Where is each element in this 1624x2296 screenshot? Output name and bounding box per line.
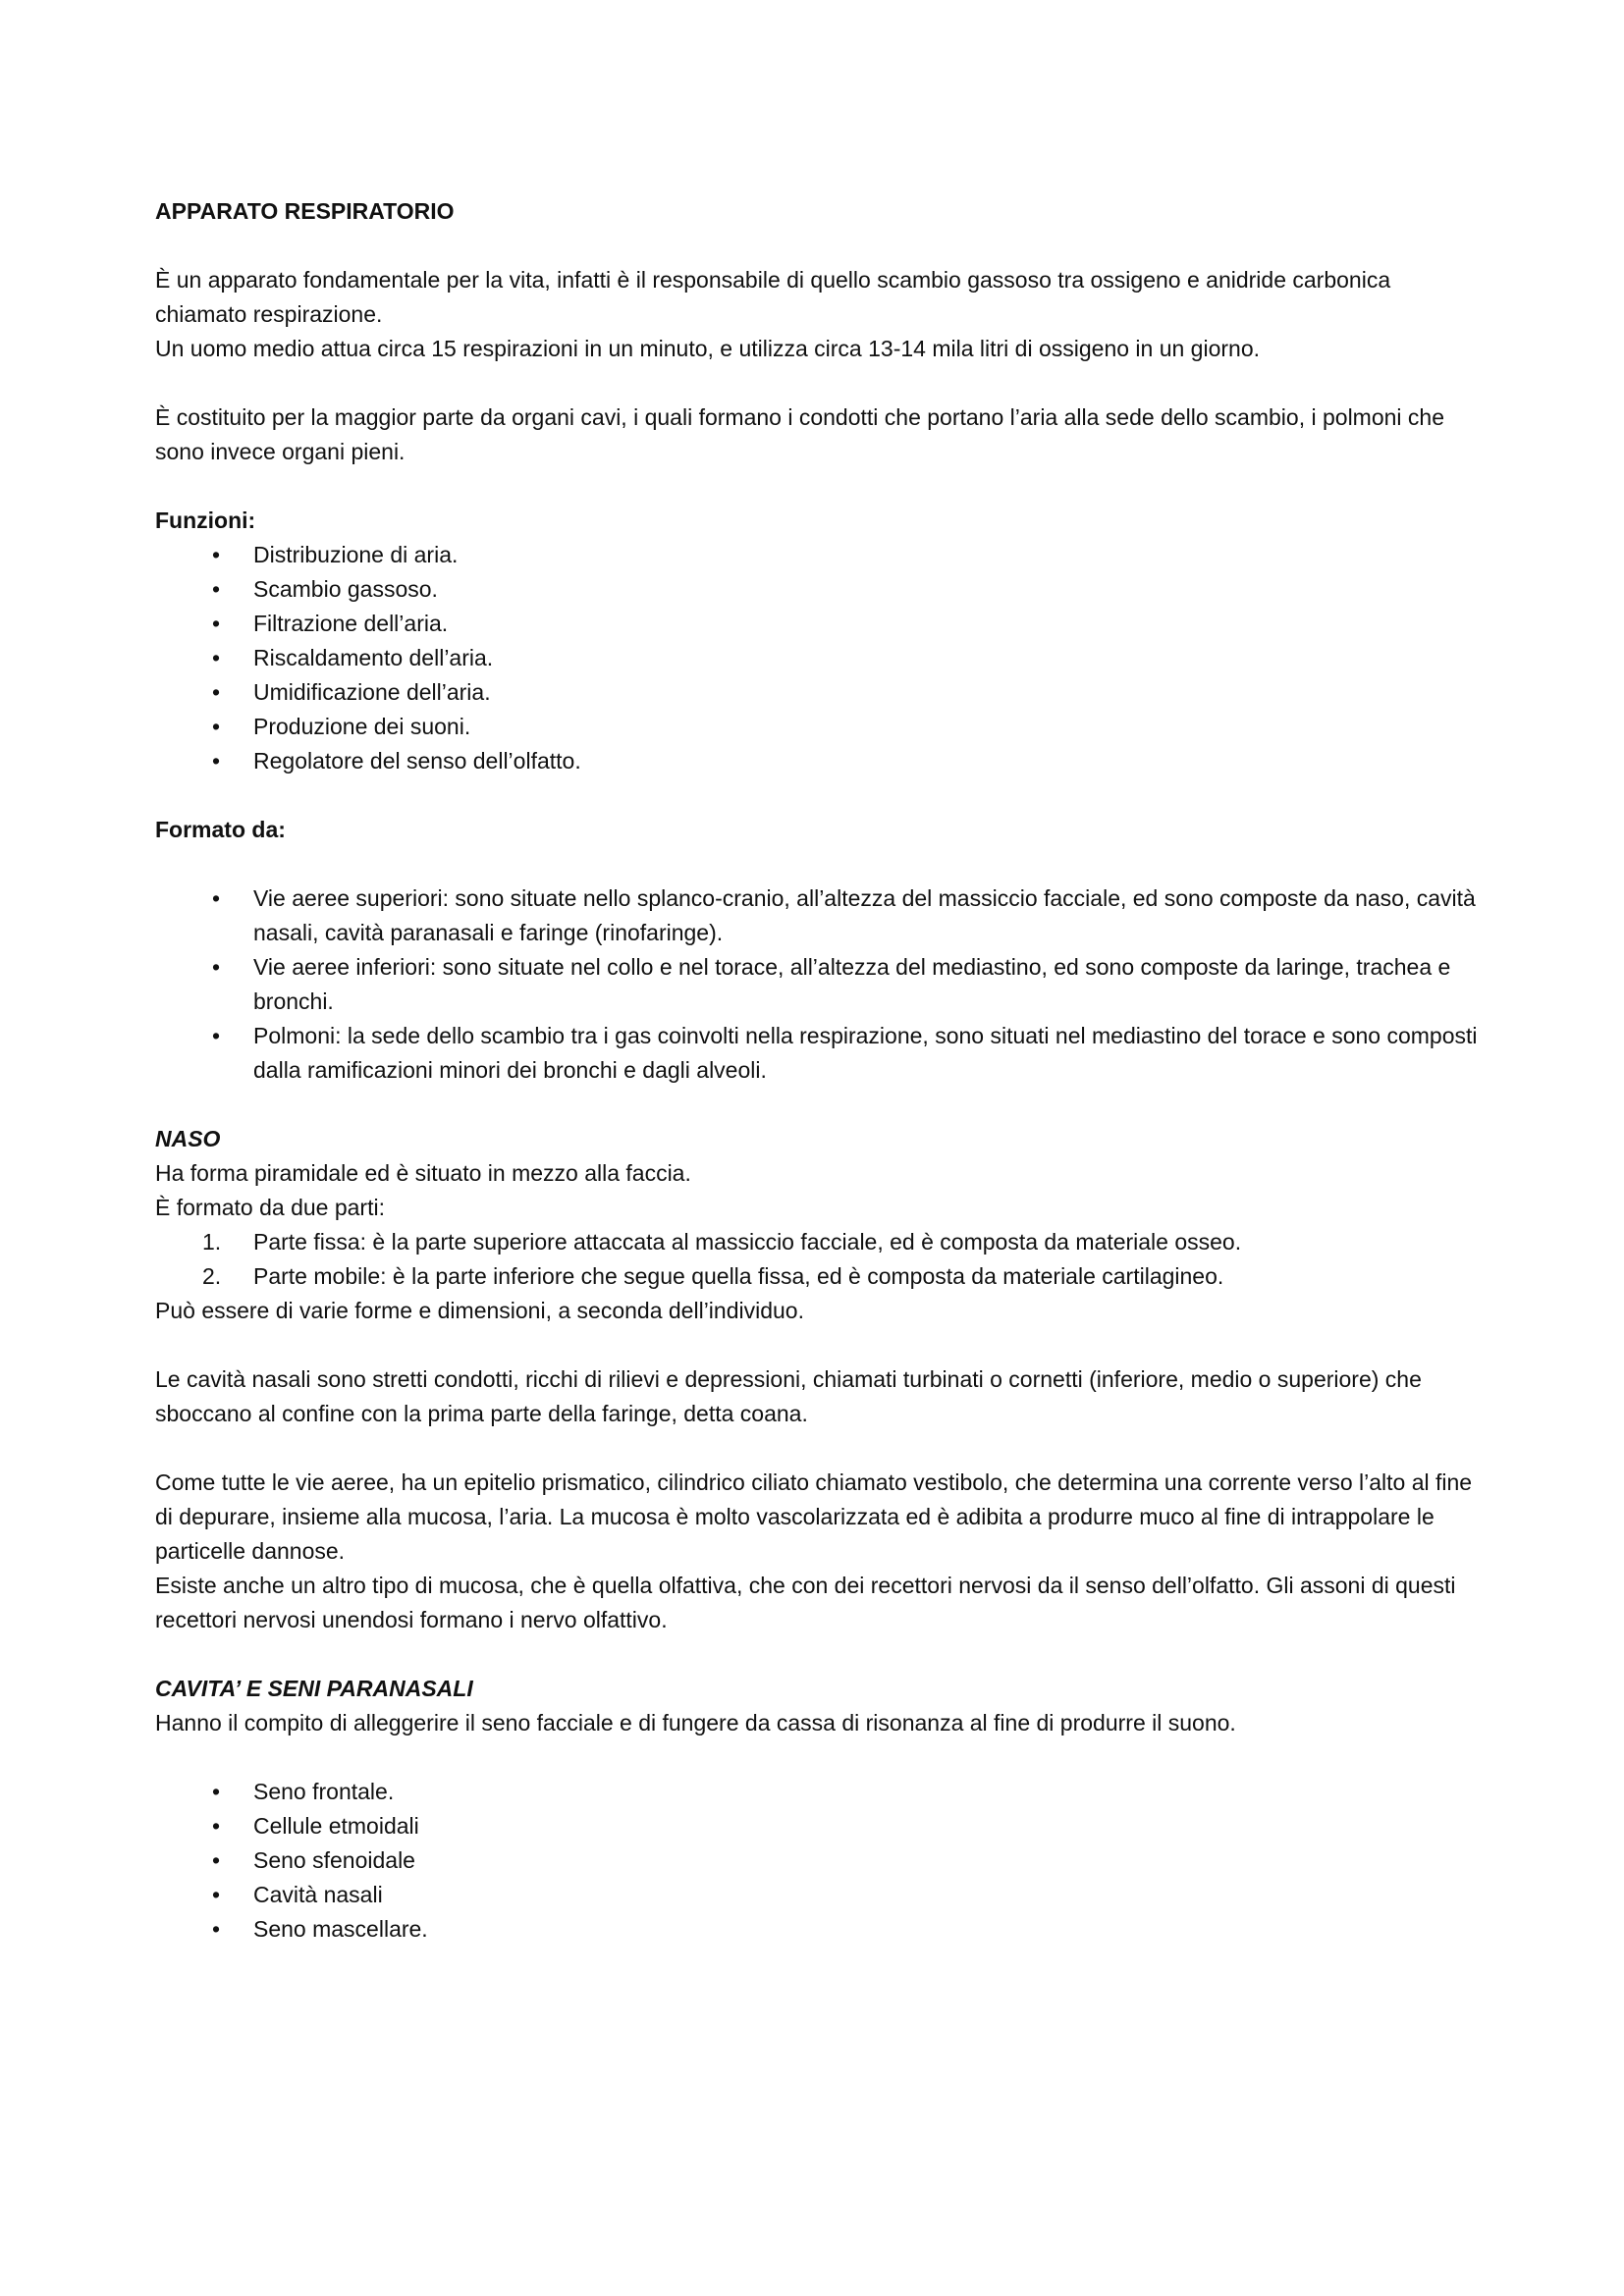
list-item-text: Seno sfenoidale: [253, 1847, 415, 1873]
formato-heading: Formato da:: [155, 817, 286, 842]
cavita-line-1: Hanno il compito di alleggerire il seno facciale e di fungere da cassa di risonanza al fine di produrre il suono.: [155, 1710, 1236, 1735]
list-item-text: Vie aeree inferiori: sono situate nel collo e nel torace, all’altezza del mediastino, ed sono composte da laringe, trachea e bronchi.: [253, 954, 1451, 1014]
list-item-text: Filtrazione dell’aria.: [253, 611, 449, 636]
naso-parts-list: [155, 1225, 1481, 1294]
list-item: [155, 1809, 1481, 1843]
bullet-icon: •: [211, 576, 221, 602]
list-item: [155, 641, 1481, 675]
list-item-text: Scambio gassoso.: [253, 576, 438, 602]
bullet-icon: •: [211, 1882, 221, 1907]
list-item: [155, 1878, 1481, 1912]
formato-list: [155, 881, 1481, 1088]
document-page: [155, 194, 1481, 1947]
list-item-text: Regolatore del senso dell’olfatto.: [253, 748, 581, 774]
list-item-text: Seno frontale.: [253, 1779, 395, 1804]
funzioni-list: [155, 538, 1481, 778]
funzioni-heading: Funzioni:: [155, 507, 256, 533]
spacer: [155, 1637, 1481, 1672]
bullet-icon: •: [211, 1916, 221, 1942]
list-item-text: Parte fissa: è la parte superiore attaccata al massiccio facciale, ed è composta da materiale osseo.: [253, 1229, 1242, 1255]
list-item: [155, 1019, 1481, 1088]
list-item: [155, 881, 1481, 950]
list-item-text: Cavità nasali: [253, 1882, 383, 1907]
list-item-text: Parte mobile: è la parte inferiore che segue quella fissa, ed è composta da materiale cartilagineo.: [253, 1263, 1224, 1289]
bullet-icon: •: [211, 1023, 221, 1048]
list-item: [155, 675, 1481, 710]
list-item-text: Riscaldamento dell’aria.: [253, 645, 494, 670]
bullet-icon: •: [211, 542, 221, 567]
cavita-heading: CAVITA’ E SENI PARANASALI: [155, 1676, 473, 1701]
bullet-icon: •: [211, 885, 221, 911]
list-item: [155, 950, 1481, 1019]
spacer: [155, 469, 1481, 504]
bullet-icon: •: [211, 954, 221, 980]
naso-line-3: Può essere di varie forme e dimensioni, a seconda dell’individuo.: [155, 1298, 804, 1323]
list-number: 2.: [202, 1263, 222, 1289]
list-item-text: Umidificazione dell’aria.: [253, 679, 491, 705]
bullet-icon: •: [211, 679, 221, 705]
list-item: [155, 1259, 1481, 1294]
list-item-text: Vie aeree superiori: sono situate nello splanco-cranio, all’altezza del massiccio facciale, ed sono composte da naso, cavità nasali, cavità paranasali e faringe (rinofaringe).: [253, 885, 1476, 945]
bullet-icon: •: [211, 611, 221, 636]
naso-line-1: Ha forma piramidale ed è situato in mezzo alla faccia.: [155, 1160, 691, 1186]
spacer: [155, 778, 1481, 813]
bullet-icon: •: [211, 1813, 221, 1839]
spacer: [155, 366, 1481, 400]
intro-paragraph-3: È costituito per la maggior parte da organi cavi, i quali formano i condotti che portano l’aria alla sede dello scambio, i polmoni che sono invece organi pieni.: [155, 404, 1444, 464]
list-item: [155, 607, 1481, 641]
list-item: [155, 538, 1481, 572]
list-item: [155, 710, 1481, 744]
list-item: [155, 1775, 1481, 1809]
bullet-icon: •: [211, 1847, 221, 1873]
cavita-list: [155, 1775, 1481, 1947]
list-item-text: Polmoni: la sede dello scambio tra i gas coinvolti nella respirazione, sono situati nel mediastino del torace e sono composti dalla ramificazioni minori dei bronchi e dagli alveoli.: [253, 1023, 1478, 1083]
naso-paragraph-epitelio: Come tutte le vie aeree, ha un epitelio prismatico, cilindrico ciliato chiamato vestibolo, che determina una corrente verso l’alto al fine di depurare, insieme alla mucosa, l’aria. La mucosa è molto vascolarizzata ed è adibita a produrre muco al fine di intrappolare le particelle dannose.: [155, 1469, 1473, 1564]
list-item: [155, 1912, 1481, 1947]
list-item-text: Seno mascellare.: [253, 1916, 428, 1942]
bullet-icon: •: [211, 714, 221, 739]
list-item-text: Distribuzione di aria.: [253, 542, 459, 567]
bullet-icon: •: [211, 645, 221, 670]
list-item: [155, 744, 1481, 778]
list-item: [155, 572, 1481, 607]
bullet-icon: •: [211, 1779, 221, 1804]
list-item-text: Cellule etmoidali: [253, 1813, 419, 1839]
spacer: [155, 229, 1481, 263]
list-item: [155, 1843, 1481, 1878]
list-item-text: Produzione dei suoni.: [253, 714, 471, 739]
spacer: [155, 1088, 1481, 1122]
spacer: [155, 1431, 1481, 1466]
intro-paragraph-2: Un uomo medio attua circa 15 respirazioni in un minuto, e utilizza circa 13-14 mila litri di ossigeno in un giorno.: [155, 336, 1261, 361]
list-number: 1.: [202, 1229, 222, 1255]
spacer: [155, 1740, 1481, 1775]
list-item: [155, 1225, 1481, 1259]
naso-heading: NASO: [155, 1126, 221, 1151]
intro-paragraph-1: È un apparato fondamentale per la vita, infatti è il responsabile di quello scambio gassoso tra ossigeno e anidride carbonica chiamato respirazione.: [155, 267, 1391, 327]
document-title: APPARATO RESPIRATORIO: [155, 198, 455, 224]
bullet-icon: •: [211, 748, 221, 774]
spacer: [155, 1328, 1481, 1362]
spacer: [155, 847, 1481, 881]
naso-paragraph-olfattiva: Esiste anche un altro tipo di mucosa, che è quella olfattiva, che con dei recettori nervosi da il senso dell’olfatto. Gli assoni di questi recettori nervosi unendosi formano i nervo olfattivo.: [155, 1573, 1456, 1632]
naso-line-2: È formato da due parti:: [155, 1195, 385, 1220]
naso-paragraph-cavita: Le cavità nasali sono stretti condotti, ricchi di rilievi e depressioni, chiamati turbinati o cornetti (inferiore, medio o superiore) che sboccano al confine con la prima parte della faringe, detta coana.: [155, 1366, 1422, 1426]
